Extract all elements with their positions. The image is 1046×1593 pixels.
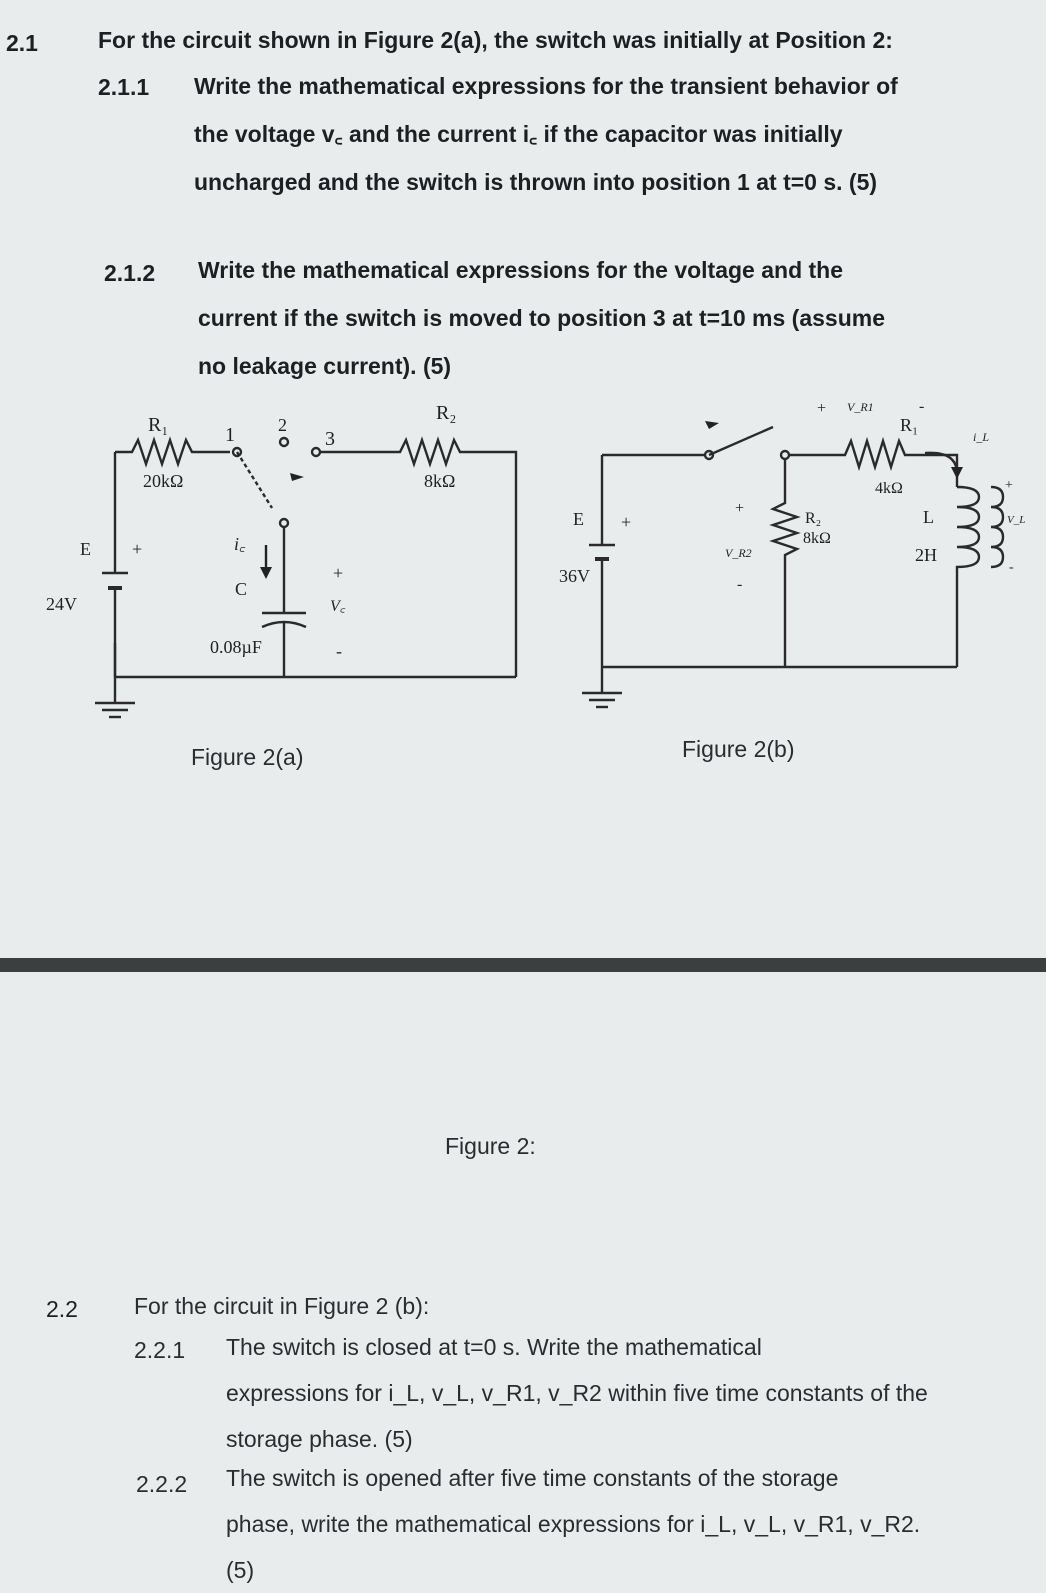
fig-b-r1-value: 4kΩ xyxy=(875,480,903,497)
section-divider xyxy=(0,958,1046,972)
question-2-2-intro: For the circuit in Figure 2 (b): xyxy=(134,1293,430,1319)
fig-b-l-value: 2H xyxy=(915,545,937,565)
fig-a-plus: + xyxy=(132,539,143,559)
part-2-1-2-line3: no leakage current). (5) xyxy=(198,353,452,379)
question-number-2-1: 2.1 xyxy=(6,30,38,56)
fig-b-r2-value: 8kΩ xyxy=(803,530,831,547)
fig-b-vr1-minus: - xyxy=(919,398,925,415)
part-2-1-1-line3: uncharged and the switch is thrown into position 1 at t=0 s. (5) xyxy=(194,169,878,195)
fig-a-e-value: 24V xyxy=(46,594,77,614)
fig-a-e-label: E xyxy=(80,539,91,559)
figure-2a-caption: Figure 2(a) xyxy=(191,744,304,770)
fig-a-pos2: 2 xyxy=(278,415,287,435)
part-2-2-1-line3: storage phase. (5) xyxy=(226,1426,413,1452)
fig-b-vl-plus: + xyxy=(1005,478,1013,493)
fig-a-vc-label: V꜀ xyxy=(330,598,346,615)
question-2-1-intro: For the circuit shown in Figure 2(a), the switch was initially at Position 2: xyxy=(98,27,893,53)
fig-b-vr2-minus: - xyxy=(737,576,743,593)
fig-a-ic-label: i꜀ xyxy=(234,534,246,554)
fig-a-c-value: 0.08µF xyxy=(210,637,262,657)
fig-b-e-value: 36V xyxy=(559,566,590,586)
part-number-2-2-1: 2.2.1 xyxy=(134,1337,186,1363)
part-2-2-2-line1: The switch is opened after five time constants of the storage xyxy=(226,1465,839,1491)
part-2-1-2-line1: Write the mathematical expressions for the voltage and the xyxy=(198,257,844,283)
part-2-2-1-line1: The switch is closed at t=0 s. Write the mathematical xyxy=(226,1334,762,1360)
fig-a-r2-label: R₂ xyxy=(436,402,457,424)
part-2-2-2-line2: phase, write the mathematical expressions for i_L, v_L, v_R1, v_R2. (5) xyxy=(226,1511,921,1583)
figure-2-caption: Figure 2: xyxy=(445,1133,536,1159)
fig-a-vc-plus: + xyxy=(333,563,344,583)
fig-b-vr2-plus: + xyxy=(735,500,745,517)
fig-b-vr1-label: V_R1 xyxy=(847,400,874,414)
fig-b-l-label: L xyxy=(923,507,934,527)
circuit-figure-2a xyxy=(40,395,540,740)
fig-b-r2-label: R₂ xyxy=(805,510,822,527)
question-number-2-2: 2.2 xyxy=(46,1296,78,1322)
part-2-1-1-line2: the voltage v꜀ and the current i꜀ if the capacitor was initially xyxy=(194,121,843,147)
circuit-figure-2b xyxy=(545,395,1040,725)
fig-b-il-label: i_L xyxy=(973,430,990,444)
figure-2b-caption: Figure 2(b) xyxy=(682,736,795,762)
fig-b-vl-label: V_L xyxy=(1007,514,1026,526)
fig-a-pos1: 1 xyxy=(225,424,235,446)
part-number-2-2-2: 2.2.2 xyxy=(136,1471,188,1497)
fig-b-e-label: E xyxy=(573,509,584,529)
fig-b-vr2-label: V_R2 xyxy=(725,546,752,560)
fig-b-vr1-plus: + xyxy=(817,400,827,417)
fig-a-c-label: C xyxy=(235,579,248,599)
fig-a-vc-minus: - xyxy=(336,641,342,661)
part-2-2-1-line2: expressions for i_L, v_L, v_R1, v_R2 within five time constants of the xyxy=(226,1380,928,1406)
part-2-1-2-line2: current if the switch is moved to position 3 at t=10 ms (assume xyxy=(198,305,885,331)
fig-a-r2-value: 8kΩ xyxy=(424,471,456,491)
fig-b-plus: + xyxy=(621,512,632,532)
fig-b-r1-label: R₁ xyxy=(900,415,919,435)
part-number-2-1-1: 2.1.1 xyxy=(98,74,150,100)
fig-a-pos3: 3 xyxy=(325,428,335,450)
part-2-1-1-line1: Write the mathematical expressions for the transient behavior of xyxy=(194,73,898,99)
part-number-2-1-2: 2.1.2 xyxy=(104,260,156,286)
fig-b-vl-minus: - xyxy=(1009,560,1014,575)
fig-a-r1-label: R₁ xyxy=(148,414,169,436)
fig-a-r1-value: 20kΩ xyxy=(143,471,184,491)
